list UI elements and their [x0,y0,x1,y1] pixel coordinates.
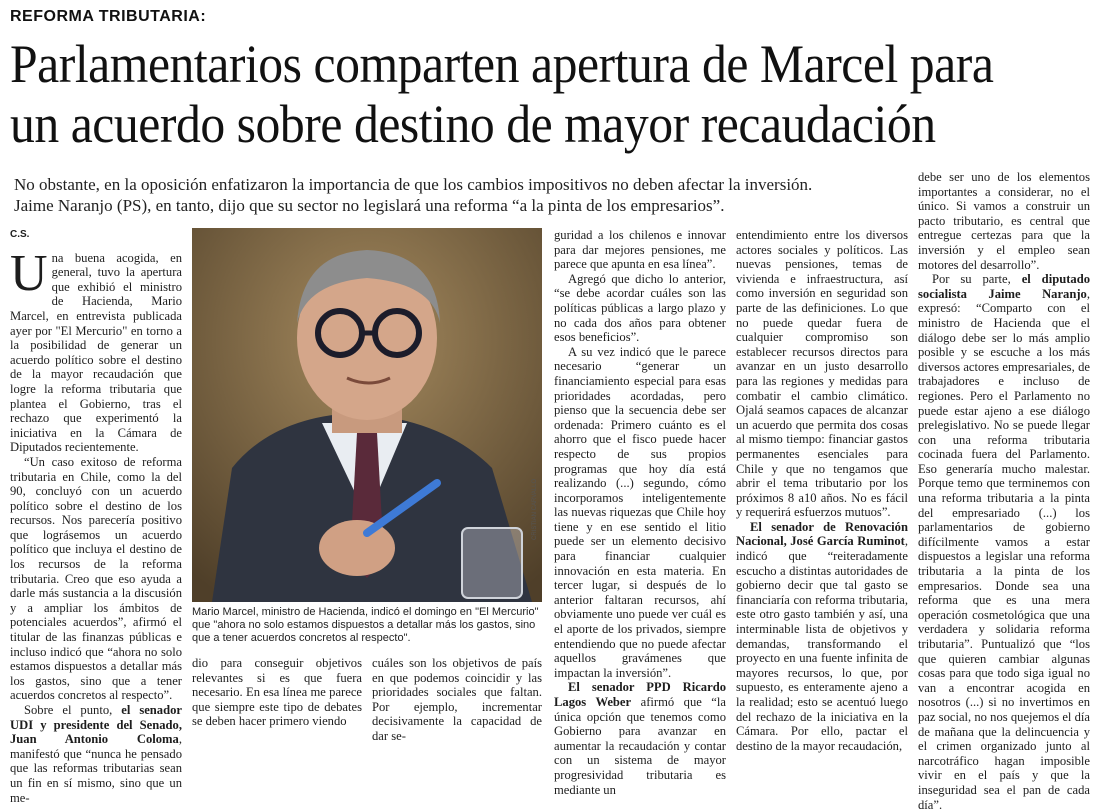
article-column-6 [918,170,1090,812]
paragraph: El senador de Renovación Nacional, José García Ruminot, indicó que “reiteradamente escucho a distintas autoridades de gobierno decir que tal gasto se financiaría con reforma tributaria, este otro gasto también y así, una interminable lista de objetivos y demandas, transformando el proyecto en una fuente infinita de mayores recursos, lo que, por supuesto, es enteramente ajeno a la realidad; esto se acentuó luego del rechazo de la iniciativa en la Cámara. Por ello, pactar el destino de la mayor recaudación, [736,519,908,753]
paragraph: A su vez indicó que le parece necesario “generar un financiamiento especial para esas prioridades acordadas, pero pienso que la secuencia debe ser ordenada: Primero cuánto es el ahorro que el fisco puede hacer respecto de sus propios programas que hoy día está realizando (...) segundo, cómo incorporamos inteligentemente las nuevas riquezas que Chile hoy tiene y en ese sentido el litio puede ser un elemento decisivo para financiar cualquier innovación en esta materia. En tercer lugar, si después de lo anterior faltaran recursos, ahí obviamente uno puede ver cuál es el aporte de los privados, siempre entendiendo que no puede afectar aquellos gravámenes que impactan la inversión”. [554,344,726,680]
paragraph: entendimiento entre los diversos actores sociales y políticos. Las nuevas pensiones, temas de vivienda e infraestructura, así como inversión en seguridad son parte de las definiciones. Lo que no puede quedar fuera de cualquier compromiso son establecer recursos directos para avanzar en un justo desarrollo para las regiones y medidas para combatir el cambio climático. Ojalá seamos capaces de alcanzar un acuerdo que permita dos cosas al mismo tiempo: financiar gastos permanentes esenciales para Chile y que no tengamos que abrir el tema tributario por los próximos 8 a10 años. No es fácil y requerirá esfuerzos mutuos”. [736,228,908,520]
paragraph: Por su parte, el diputado socialista Jaime Naranjo, expresó: “Comparto con el ministro de Hacienda que el diálogo debe ser lo más amplio posible y se escuche a los más diversos actores empresariales, de trabajadores e incluso de regiones. Pero el Parlamento no puede estar ajeno a ese diálogo prelegislativo. No se puede llegar con una reforma tributaria cocinada fuera del Parlamento. Eso generaría mucho malestar. Porque temo que terminemos con una reforma tributaria a la pinta del empresariado (...) los parlamentarios de gobierno difícilmente vamos a estar dispuestos a legislar una reforma tributaria a la pinta de los empresarios. Donde sea una reforma que es una mera operación cosmetológica que una verdadera y solidaria reforma tributaria”. Puntualizó que “los que quieren cambiar algunas cosas para que todo siga igual no van a encontrar acogida en nosotros (...) si no invertimos en paz social, no nos quejemos el día de mañana que la delincuencia y el crimen organizado junto al narcotráfico hagan imposible vivir en el país y que la inseguridad sea el pan de cada día”. [918,272,1090,812]
paragraph: dio para conseguir objetivos relevantes si es que fuera necesario. En esa línea me parece que siempre este tipo de debates se deben hacer primero viendo [192,656,362,729]
headline [10,34,1004,154]
headline-line-2: un acuerdo sobre destino de mayor recaudación [10,94,936,154]
byline: C.S. [10,229,30,240]
photo-caption: Mario Marcel, ministro de Hacienda, indicó el domingo en "El Mercurio" que "ahora no solo estamos dispuestos a detallar más los gastos, sino que a tener acuerdos concretos al respecto". [192,606,539,644]
paragraph: cuáles son los objetivos de país en que podemos coincidir y las prioridades sociales que faltan. Por ejemplo, incrementar decisivamente la capacidad de dar se- [372,656,542,743]
subheadline-line-2: Jaime Naranjo (PS), en tanto, dijo que su sector no legislará una reforma “a la pinta de los empresarios”. [14,196,725,215]
paragraph: Agregó que dicho lo anterior, “se debe acordar cuáles son las políticas públicas a largo plazo y no cada dos años para obtener esos beneficios”. [554,271,726,345]
paragraph: El senador PPD Ricardo Lagos Weber afirmó que “la única opción que tenemos como Gobierno para avanzar en aumentar la recaudación y contar con un sistema de mayor progresividad tributaria es mediante un [554,680,726,797]
photo-mario-marcel [192,228,542,602]
article-column-2 [192,656,362,738]
paragraph-lead: Una buena acogida, en general, tuvo la apertura que exhibió el ministro de Hacienda, Mario Marcel, en entrevista publicada ayer por "El Mercurio" en torno a la posibilidad de generar un acuerdo político sobre el destino de la mayor recaudación que logre la reforma tributaria que plantea el Gobierno, tras el rechazo que experimentó la iniciativa en la Cámara de Diputados recientemente. [10,244,182,455]
article-column-5 [736,228,908,753]
paragraph: “Un caso exitoso de reforma tributaria en Chile, como la del 90, concluyó con un acuerdo político sobre el destino de los recursos. Nos parecería positivo que lográsemos un acuerdo político que incluya el destino de los recursos de la reforma tributaria. Creo que eso ayuda a darle más sustancia a la discusión y a ampliar los ámbitos de potenciales acuerdos”, afirmó el titular de las finanzas públicas e incluso indicó que “ahora no solo estamos dispuestos a detallar más los gastos, sino que a tener acuerdos concretos al respecto”. [10,454,182,703]
drop-cap: U [10,244,48,302]
paragraph: debe ser uno de los elementos importantes a considerar, no el único. Si vamos a construir un pacto tributario, es central que entregue certezas para que la inversión y el empleo sean motores del desarrollo”. [918,170,1090,272]
article-column-4 [554,228,726,797]
photo-credit: CRISTIAN CARVALLO [532,478,538,540]
section-kicker: REFORMA TRIBUTARIA: [10,8,207,25]
article-column-3 [372,656,542,743]
article-column-1 [10,228,182,805]
subheadline-line-1: No obstante, en la oposición enfatizaron la importancia de que los cambios impositivos no deben afectar la inversión. [14,175,813,194]
subheadline [14,174,914,216]
paragraph: Sobre el punto, el senador UDI y presidente del Senado, Juan Antonio Coloma, manifestó que “nunca he pensado que las reformas tributarias sean un fin en sí mismo, sino que un me- [10,703,182,805]
headline-line-1: Parlamentarios comparten apertura de Marcel para [10,34,994,94]
paragraph: guridad a los chilenos e innovar para dar mejores pensiones, me parece que apunta en esa línea”. [554,228,726,272]
